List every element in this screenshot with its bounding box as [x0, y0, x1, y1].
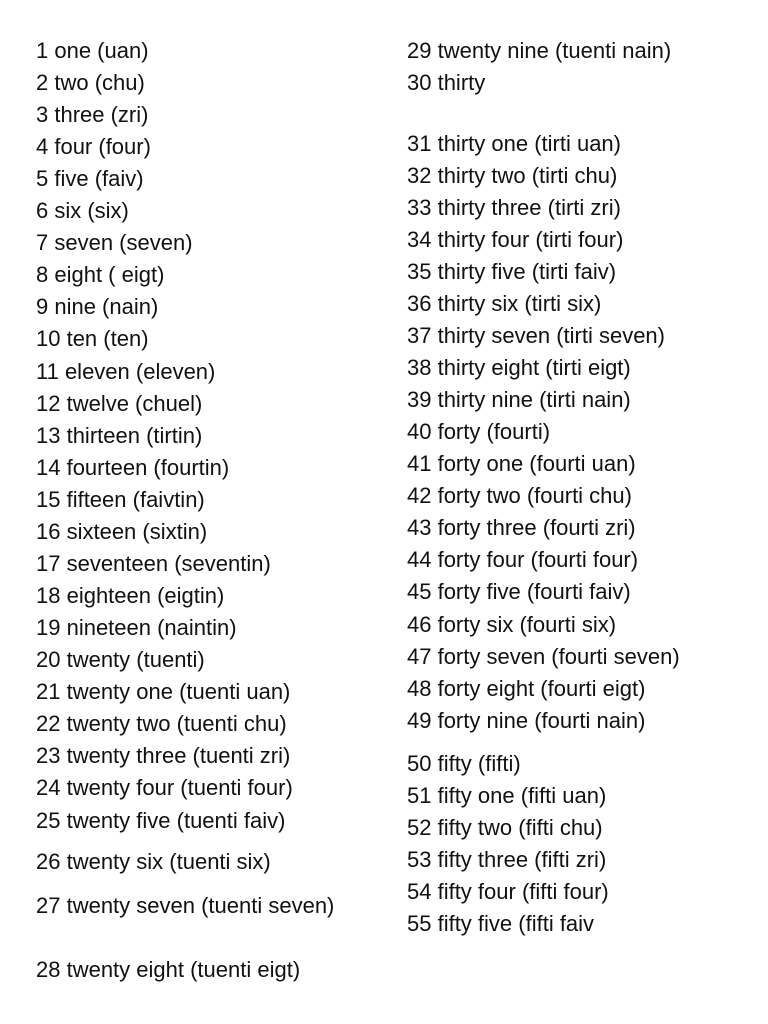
number-line: 27 twenty seven (tuenti seven) [36, 893, 335, 918]
number-line: 33 thirty three (tirti zri) [407, 195, 621, 220]
number-line: 52 fifty two (fifti chu) [407, 815, 603, 840]
number-line: 5 five (faiv) [36, 166, 144, 191]
number-line: 11 eleven (eleven) [36, 359, 216, 384]
number-line: 35 thirty five (tirti faiv) [407, 259, 617, 284]
number-line: 30 thirty [407, 70, 486, 95]
number-line: 29 twenty nine (tuenti nain) [407, 38, 672, 63]
number-line: 15 fifteen (faivtin) [36, 487, 205, 512]
number-line: 41 forty one (fourti uan) [407, 451, 636, 476]
number-line: 36 thirty six (tirti six) [407, 291, 602, 316]
number-line: 42 forty two (fourti chu) [407, 483, 632, 508]
number-line: 1 one (uan) [36, 38, 149, 63]
number-line: 22 twenty two (tuenti chu) [36, 711, 287, 736]
number-line: 2 two (chu) [36, 70, 145, 95]
number-line: 54 fifty four (fifti four) [407, 879, 609, 904]
number-line: 51 fifty one (fifti uan) [407, 783, 607, 808]
number-line: 53 fifty three (fifti zri) [407, 847, 607, 872]
number-line: 25 twenty five (tuenti faiv) [36, 808, 286, 833]
number-line: 24 twenty four (tuenti four) [36, 775, 293, 800]
number-line: 47 forty seven (fourti seven) [407, 644, 680, 669]
number-line: 4 four (four) [36, 134, 151, 159]
number-line: 39 thirty nine (tirti nain) [407, 387, 631, 412]
number-line: 18 eighteen (eigtin) [36, 583, 225, 608]
number-line: 40 forty (fourti) [407, 419, 551, 444]
number-line: 49 forty nine (fourti nain) [407, 708, 646, 733]
number-line: 23 twenty three (tuenti zri) [36, 743, 291, 768]
number-line: 13 thirteen (tirtin) [36, 423, 203, 448]
number-line: 37 thirty seven (tirti seven) [407, 323, 665, 348]
number-line: 8 eight ( eigt) [36, 262, 165, 287]
number-line: 28 twenty eight (tuenti eigt) [36, 957, 301, 982]
number-line: 55 fifty five (fifti faiv [407, 911, 595, 936]
number-line: 10 ten (ten) [36, 326, 149, 351]
number-line: 6 six (six) [36, 198, 129, 223]
number-line: 21 twenty one (tuenti uan) [36, 679, 291, 704]
number-line: 44 forty four (fourti four) [407, 547, 639, 572]
number-line: 48 forty eight (fourti eigt) [407, 676, 646, 701]
number-line: 7 seven (seven) [36, 230, 193, 255]
number-line: 46 forty six (fourti six) [407, 612, 617, 637]
number-line: 20 twenty (tuenti) [36, 647, 205, 672]
number-line: 9 nine (nain) [36, 294, 159, 319]
number-line: 3 three (zri) [36, 102, 149, 127]
number-line: 50 fifty (fifti) [407, 751, 521, 776]
number-line: 17 seventeen (seventin) [36, 551, 271, 576]
number-line: 34 thirty four (tirti four) [407, 227, 624, 252]
number-line: 14 fourteen (fourtin) [36, 455, 230, 480]
number-line: 19 nineteen (naintin) [36, 615, 237, 640]
number-line: 32 thirty two (tirti chu) [407, 163, 618, 188]
number-line: 12 twelve (chuel) [36, 391, 203, 416]
number-line: 45 forty five (fourti faiv) [407, 579, 631, 604]
number-line: 16 sixteen (sixtin) [36, 519, 208, 544]
number-line: 31 thirty one (tirti uan) [407, 131, 621, 156]
number-line: 38 thirty eight (tirti eigt) [407, 355, 631, 380]
number-line: 26 twenty six (tuenti six) [36, 849, 271, 874]
number-line: 43 forty three (fourti zri) [407, 515, 636, 540]
